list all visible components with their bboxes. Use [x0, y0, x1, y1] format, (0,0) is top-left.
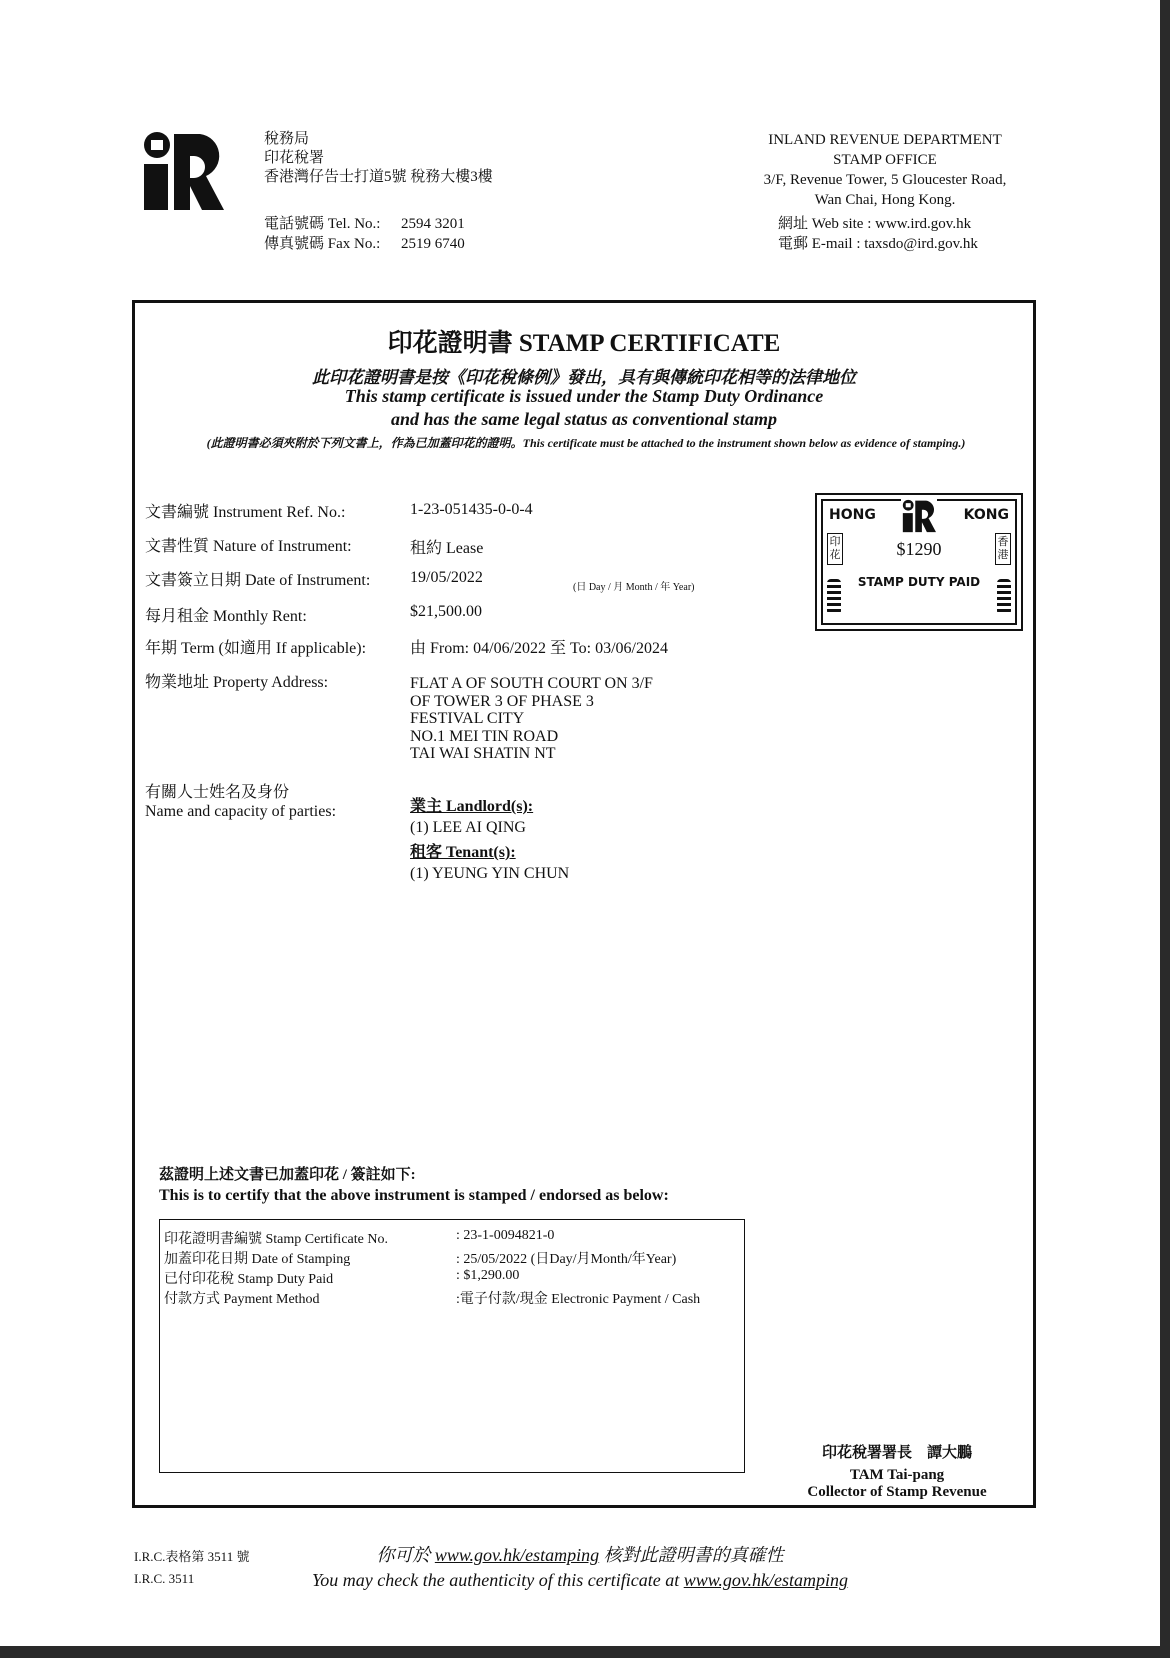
phone-fax	[264, 214, 465, 254]
date-format-note: (日 Day / 月 Month / 年 Year)	[573, 582, 695, 593]
fax-number: 2519 6740	[401, 236, 465, 252]
form-number-cn: I.R.C.表格第 3511 號	[134, 1549, 250, 1564]
field-label-rent: 每月租金 Monthly Rent:	[145, 608, 307, 625]
fax-label: 傳真號碼 Fax No.:	[264, 236, 381, 252]
field-value-ref: 1-23-051435-0-0-4	[410, 501, 533, 518]
attach-note: (此證明書必須夾附於下列文書上，作為已加蓋印花的證明。This certificate must be attached to the instrument shown below as evidence of stamping.)	[206, 436, 966, 450]
parties-label-en: Name and capacity of parties:	[145, 803, 337, 820]
verify-cn-suffix: 核對此證明書的真確性	[599, 1545, 784, 1565]
endorsement-heading-en: This is to certify that the above instrument is stamped / endorsed as below:	[159, 1187, 669, 1204]
stamp-seal-left: 印花	[827, 533, 843, 565]
verify-link-en[interactable]: www.gov.hk/estamping	[683, 1570, 849, 1590]
stamp-amount: $1290	[896, 539, 942, 559]
address-en-line1: 3/F, Revenue Tower, 5 Gloucester Road,	[763, 172, 1007, 188]
payment-method-label: 付款方式 Payment Method	[164, 1292, 320, 1307]
duty-paid-value: : $1,290.00	[456, 1268, 520, 1283]
address-line: OF TOWER 3 OF PHASE 3	[410, 692, 594, 710]
address-cn: 香港灣仔告士打道5號 稅務大樓3樓	[264, 169, 493, 185]
email[interactable]: 電郵 E-mail : taxsdo@ird.gov.hk	[778, 236, 978, 252]
tenant-heading: 租客 Tenant(s):	[410, 844, 516, 861]
subtitle-cn: 此印花證明書是按《印花稅條例》發出，具有與傳統印花相等的法律地位	[312, 368, 856, 387]
collector-signature-block	[797, 1467, 997, 1501]
address-line: NO.1 MEI TIN ROAD	[410, 727, 559, 745]
stamp-cert-no-label: 印花證明書編號 Stamp Certificate No.	[164, 1232, 388, 1247]
field-value-rent: $21,500.00	[410, 603, 482, 620]
address-line: FESTIVAL CITY	[410, 710, 525, 727]
form-number-en: I.R.C. 3511	[134, 1571, 195, 1586]
parties-label-cn: 有關人士姓名及身份	[145, 784, 290, 801]
address-line: TAI WAI SHATIN NT	[410, 745, 556, 762]
subtitle-en-2: and has the same legal status as conventional stamp	[390, 409, 778, 429]
field-label-ref: 文書編號 Instrument Ref. No.:	[145, 504, 346, 521]
collector-name-cn: 印花稅署署長 譚大鵬	[821, 1445, 972, 1461]
field-value-date: 19/05/2022	[410, 569, 483, 586]
office-name-cn: 印花稅署	[264, 150, 325, 166]
field-value-term: 由 From: 04/06/2022 至 To: 03/06/2024	[410, 640, 669, 657]
tel-number: 2594 3201	[401, 216, 465, 232]
stamp-ir-logo	[901, 499, 937, 533]
verify-en-prefix: You may check the authenticity of this certificate at	[311, 1570, 684, 1590]
dept-name-en: INLAND REVENUE DEPARTMENT	[768, 132, 1002, 148]
certificate-title: 印花證明書 STAMP CERTIFICATE	[387, 330, 781, 357]
landlord-heading: 業主 Landlord(s):	[410, 798, 534, 815]
endorsement-box	[159, 1219, 745, 1473]
collector-name-en: TAM Tai-pang	[849, 1467, 945, 1483]
office-address-cn	[264, 130, 493, 187]
office-name-en: STAMP OFFICE	[833, 152, 937, 168]
landlord-name: (1) LEE AI QING	[410, 819, 526, 836]
endorsement-heading-cn: 茲證明上述文書已加蓋印花 / 簽註如下:	[159, 1167, 416, 1183]
tenant-name: (1) YEUNG YIN CHUN	[410, 865, 570, 882]
stamp-seal-right: 香港	[995, 533, 1011, 565]
payment-method-value: :電子付款/現金 Electronic Payment / Cash	[456, 1292, 701, 1307]
field-label-nature: 文書性質 Nature of Instrument:	[145, 538, 352, 555]
field-label-address: 物業地址 Property Address:	[145, 674, 329, 691]
tel-label: 電話號碼 Tel. No.:	[264, 216, 381, 232]
stamp-duty-paid-stamp	[815, 493, 1023, 631]
web-email	[778, 214, 978, 254]
field-value-nature: 租約 Lease	[410, 540, 484, 557]
address-en-line2: Wan Chai, Hong Kong.	[814, 192, 956, 208]
certificate-frame	[132, 300, 1036, 1508]
subtitle-en-1: This stamp certificate is issued under the Stamp Duty Ordinance	[344, 386, 824, 406]
ird-logo	[140, 130, 226, 212]
stamp-hong: HONG	[829, 507, 876, 523]
stamp-chop-right-icon	[997, 579, 1011, 615]
verify-cn-prefix: 你可於	[376, 1545, 435, 1565]
website[interactable]: 網址 Web site : www.ird.gov.hk	[778, 216, 972, 232]
verify-link-cn[interactable]: www.gov.hk/estamping	[434, 1545, 600, 1565]
collector-title: Collector of Stamp Revenue	[807, 1484, 987, 1500]
verify-note-cn	[0, 1541, 1160, 1567]
parties-label	[145, 783, 336, 821]
duty-paid-label: 已付印花稅 Stamp Duty Paid	[164, 1272, 334, 1287]
stamping-date-value: : 25/05/2022 (日Day/月Month/年Year)	[456, 1252, 677, 1267]
stamp-cert-no-value: : 23-1-0094821-0	[456, 1228, 555, 1243]
verify-note-en	[0, 1570, 1160, 1591]
stamp-kong: KONG	[963, 507, 1009, 523]
stamp-paid-text: STAMP DUTY PAID	[857, 575, 981, 589]
stamping-date-label: 加蓋印花日期 Date of Stamping	[164, 1252, 351, 1267]
field-label-term: 年期 Term (如適用 If applicable):	[145, 640, 367, 657]
property-address	[410, 675, 653, 763]
address-line: FLAT A OF SOUTH COURT ON 3/F	[410, 675, 653, 692]
stamp-chop-left-icon	[827, 579, 841, 615]
office-address-en	[740, 130, 1030, 210]
dept-name-cn: 稅務局	[264, 131, 310, 147]
field-label-date: 文書簽立日期 Date of Instrument:	[145, 572, 371, 589]
